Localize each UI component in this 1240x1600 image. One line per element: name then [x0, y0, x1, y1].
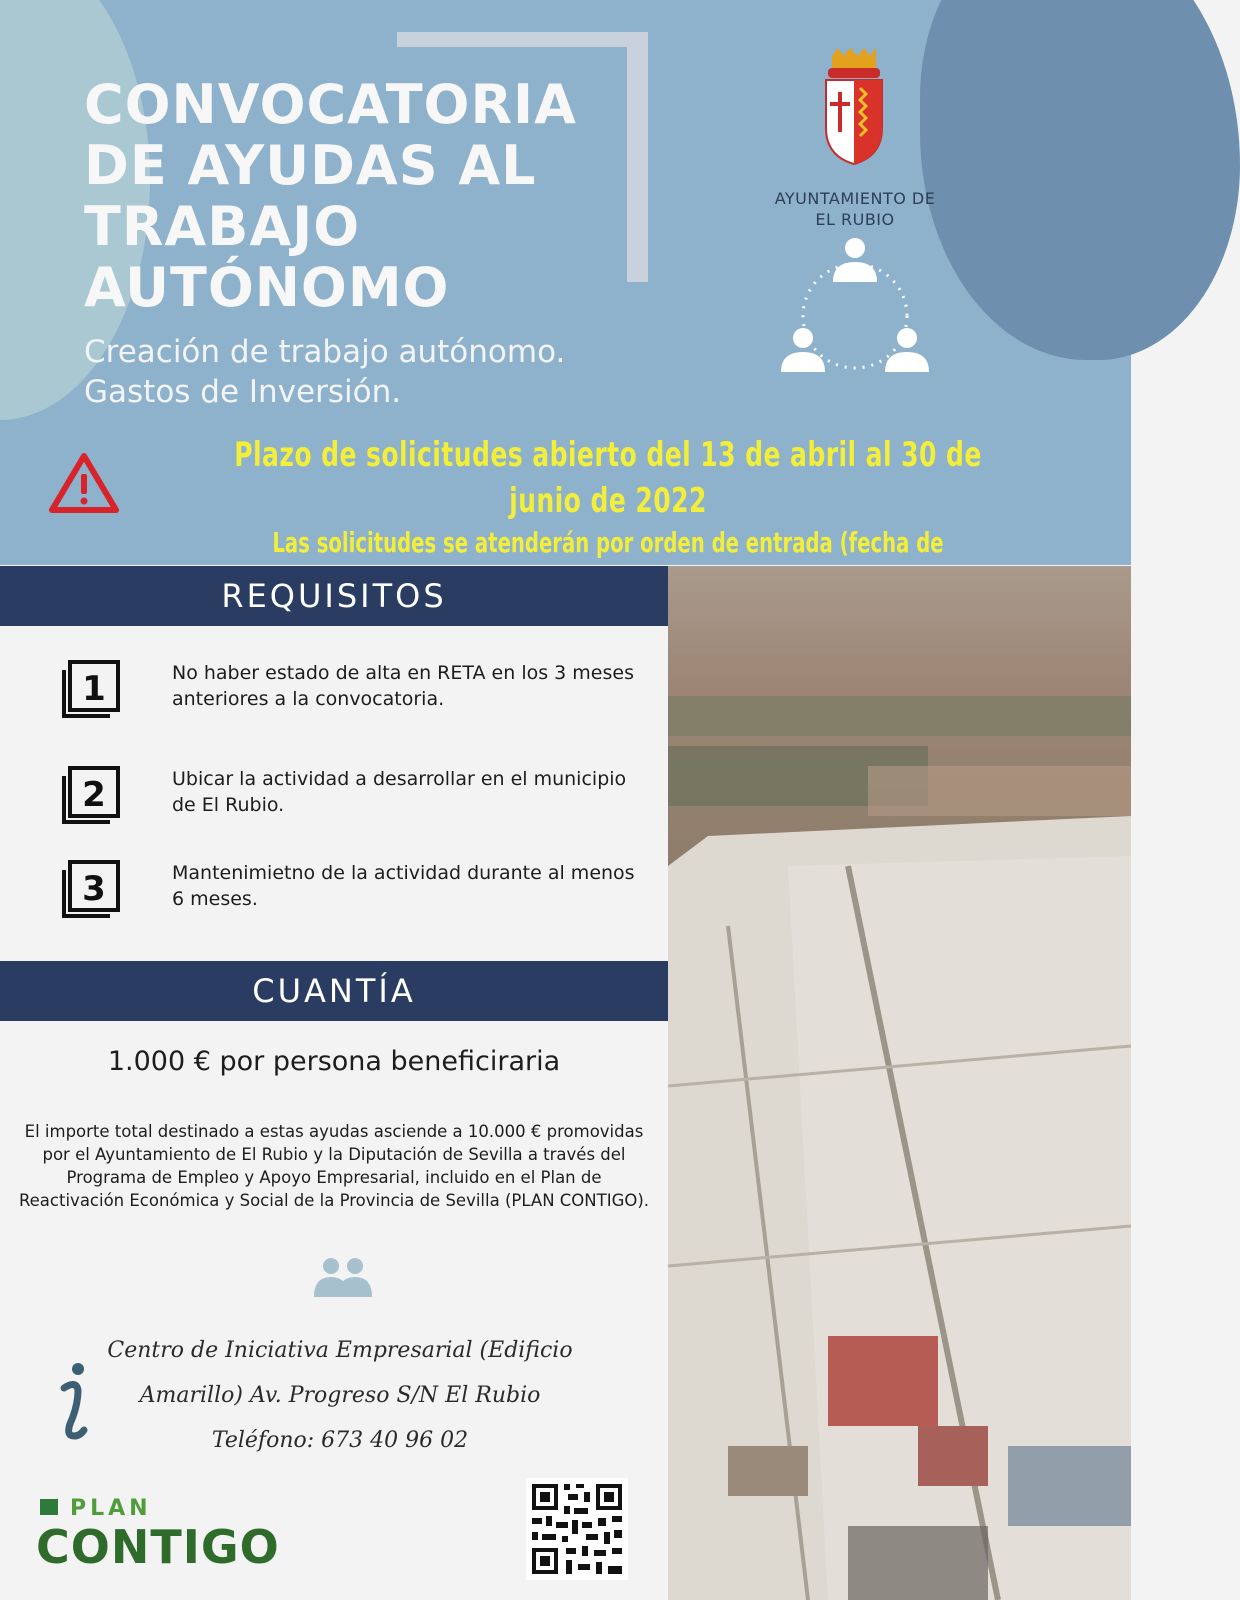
- decorative-frame-side: [627, 32, 648, 282]
- subtitle-line-1: Creación de trabajo autónomo.: [84, 334, 566, 370]
- svg-text:2: 2: [82, 775, 106, 815]
- ayuntamiento-line-2: EL RUBIO: [815, 210, 895, 229]
- requirement-text: Mantenimietno de la actividad durante al menos 6 meses.: [172, 862, 635, 910]
- contact-line-1: Centro de Iniciativa Empresarial (Edificio: [107, 1338, 573, 1363]
- contact-phone: Teléfono: 673 40 96 02: [211, 1428, 469, 1453]
- grant-detail: El importe total destinado a estas ayudas asciende a 10.000 € promovidas por el Ayuntamiento de El Rubio y la Diputación de Sevilla a través del Programa de Empleo y Apoyo Empresarial, incluido en el Plan de Reactivación Económica y Social de la Provincia de Sevilla (PLAN CONTIGO).: [18, 1122, 650, 1210]
- requisitos-heading: REQUISITOS: [0, 566, 668, 626]
- contact-line-2: Amarillo) Av. Progreso S/N El Rubio: [139, 1383, 541, 1408]
- people-icon: [312, 1257, 374, 1297]
- number-one-icon: [58, 660, 122, 724]
- requirement-item: [58, 766, 648, 836]
- plan-contigo-logo: [36, 1496, 280, 1576]
- number-two-icon: [58, 766, 122, 830]
- poster-subtitle: [84, 332, 565, 412]
- header-banner: [0, 0, 1131, 565]
- title-line-3: TRABAJO: [84, 195, 361, 258]
- subtitle-line-2: Gastos de Inversión.: [84, 374, 402, 410]
- logo-plan-word: PLAN: [70, 1496, 152, 1521]
- qr-code[interactable]: [526, 1478, 628, 1580]
- warning-triangle-icon: [48, 452, 120, 514]
- contact-info: [100, 1328, 580, 1463]
- title-line-2: DE AYUDAS AL: [84, 134, 537, 197]
- title-line-1: CONVOCATORIA: [84, 73, 577, 136]
- requirement-text: No haber estado de alta en RETA en los 3 meses anteriores a la convocatoria.: [172, 662, 634, 710]
- requirement-item: [58, 860, 648, 930]
- ayuntamiento-line-1: AYUNTAMIENTO DE: [774, 189, 936, 208]
- grant-amount: 1.000 € por persona beneficiraria: [107, 1046, 561, 1077]
- application-period-dates: Plazo de solicitudes abierto del 13 de abril al 30 de junio de 2022: [234, 435, 982, 521]
- ayuntamiento-label: [755, 188, 955, 230]
- requirement-item: [58, 660, 648, 730]
- poster-title: [84, 74, 577, 318]
- application-order-note: Las solicitudes se atenderán por orden de entrada (fecha de: [272, 526, 944, 559]
- decorative-blob-right: [920, 0, 1240, 360]
- requirement-text: Ubicar la actividad a desarrollar en el municipio de El Rubio.: [172, 768, 627, 816]
- svg-text:3: 3: [82, 869, 106, 909]
- andalucia-flag-icon: [40, 1499, 58, 1515]
- decorative-frame-top: [397, 32, 648, 47]
- logo-contigo-word: CONTIGO: [36, 1520, 280, 1574]
- people-network-icon: [775, 236, 935, 386]
- aerial-town-photo: [668, 566, 1131, 1600]
- number-three-icon: [58, 860, 122, 924]
- cuantia-heading: CUANTÍA: [0, 961, 668, 1021]
- info-icon: [56, 1362, 92, 1444]
- municipal-crest-icon: [818, 48, 890, 168]
- title-line-4: AUTÓNOMO: [84, 256, 450, 319]
- svg-text:1: 1: [82, 669, 106, 709]
